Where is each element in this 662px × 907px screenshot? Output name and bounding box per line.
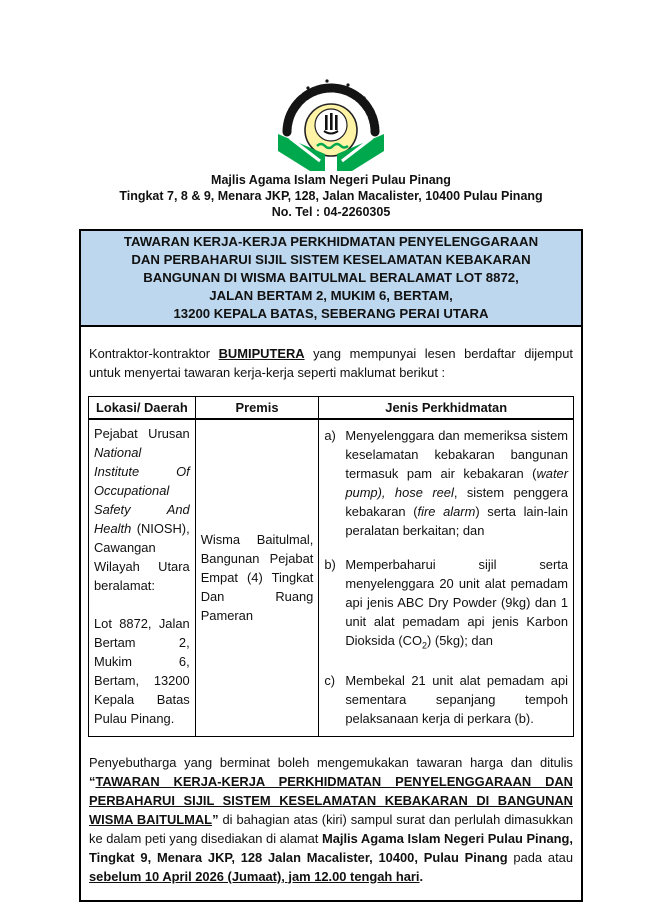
deadline: sebelum 10 April 2026 (Jumaat), jam 12.00 tengah hari <box>89 868 420 884</box>
location-office <box>94 424 190 595</box>
location-post: (NIOSH), Cawangan Wilayah Utara beralamat: <box>94 521 190 593</box>
title-line: TAWARAN KERJA-KERJA PERKHIDMATAN PENYELENGGARAAN <box>123 234 539 249</box>
intro-paragraph <box>89 344 573 382</box>
title-line: JALAN BERTAM 2, MUKIM 6, BERTAM, <box>209 288 453 303</box>
tender-title-box <box>79 229 583 327</box>
service-a-italic1: water pump), hose reel <box>345 466 568 500</box>
closing-text-3: pada atau <box>507 849 573 865</box>
location-cell <box>89 419 196 736</box>
org-address: Tingkat 7, 8 & 9, Menara JKP, 128, Jalan Macalister, 10400 Pulau Pinang <box>119 189 543 203</box>
content-box <box>79 327 583 902</box>
location-address: Lot 8872, Jalan Bertam 2, Mukim 6, Bertam, 13200 Kepala Batas Pulau Pinang. <box>94 616 190 726</box>
closing-text-1: Penyebutharga yang berminat boleh mengemukakan tawaran harga dan ditulis <box>89 754 573 770</box>
service-item-b <box>324 555 568 656</box>
service-item-a <box>324 426 568 540</box>
envelope-subject: TAWARAN KERJA-KERJA PERKHIDMATAN PENYELENGGARAAN DAN PERBAHARUI SIJIL SISTEM KESELAMATAN KEBAKARAN DI BANGUNAN WISMA BAITULMAL <box>89 773 573 827</box>
niosh-name-italic: National Institute Of Occupational Safety And Health <box>94 445 190 536</box>
item-marker: a) <box>324 428 336 443</box>
premis-cell <box>195 419 319 736</box>
service-c-text <box>345 671 568 728</box>
org-telephone: No. Tel : 04-2260305 <box>271 205 391 219</box>
service-b-text <box>345 555 568 656</box>
premis-description: Wisma Baitulmal, Bangunan Pejabat Empat (4) Tingkat Dan Ruang Pameran <box>200 532 314 624</box>
header-premis: Premis <box>195 397 319 420</box>
service-c-seg1: Membekal 21 unit alat pemadam api sementara sepanjang tempoh pelaksanaan kerja di perkara (b). <box>345 672 568 726</box>
letterhead <box>79 172 583 220</box>
co2-subscript: 2 <box>422 640 428 651</box>
service-item-c <box>324 671 568 728</box>
header-lokasi: Lokasi/ Daerah <box>89 397 196 420</box>
majlis-agama-islam-emblem-icon <box>270 74 392 172</box>
service-b-seg1: Memperbaharui sijil serta menyelenggara 20 unit alat pemadam api jenis ABC Dry Powder (9kg) dan 1 unit alat pemadam api jenis Karbon Dioksida (CO <box>345 557 568 648</box>
logo-container <box>79 0 583 168</box>
table-body-row <box>89 419 574 736</box>
quote-close: ” <box>212 811 219 827</box>
item-marker: c) <box>324 672 336 688</box>
tender-details-table <box>88 396 574 737</box>
tender-notice-document <box>79 0 583 902</box>
closing-paragraph <box>88 753 574 886</box>
title-line: DAN PERBAHARUI SIJIL SISTEM KESELAMATAN KEBAKARAN <box>131 252 531 267</box>
title-line: BANGUNAN DI WISMA BAITULMAL BERALAMAT LOT 8872, <box>143 270 519 285</box>
location-pre: Pejabat Urusan <box>94 426 190 441</box>
submission-address: Majlis Agama Islam Negeri Pulau Pinang, Tingkat 9, Menara JKP, 128 Jalan Macalister, 10400, Pulau Pinang <box>89 830 574 865</box>
table-header-row <box>89 397 574 420</box>
intro-text-2: yang mempunyai lesen berdaftar dijemput untuk menyertai tawaran kerja-kerja seperti maklumat berikut : <box>89 346 573 380</box>
header-jenis-perkhidmatan: Jenis Perkhidmatan <box>319 397 574 420</box>
service-a-seg2: , sistem penggera kebakaran ( <box>345 485 568 519</box>
item-marker: b) <box>324 557 336 572</box>
org-name: Majlis Agama Islam Negeri Pulau Pinang <box>211 173 451 187</box>
service-a-text <box>345 426 568 540</box>
quote-open: “ <box>89 773 96 789</box>
bumiputera-highlight: BUMIPUTERA <box>218 346 305 361</box>
service-a-seg1: Menyelenggara dan memeriksa sistem keselamatan kebakaran bangunan termasuk pam air kebakaran ( <box>345 428 568 481</box>
intro-text-1: Kontraktor-kontraktor <box>89 346 219 361</box>
service-a-seg3: ) serta lain-lain peralatan berkaitan; dan <box>345 504 568 538</box>
service-a-italic2: fire alarm <box>417 504 476 519</box>
service-b-seg2: ) (5kg); dan <box>427 633 493 648</box>
title-line: 13200 KEPALA BATAS, SEBERANG PERAI UTARA <box>173 306 489 321</box>
spacer <box>94 595 190 614</box>
closing-period: . <box>419 868 424 884</box>
services-cell <box>319 419 574 736</box>
closing-text-2: di bahagian atas (kiri) sampul surat dan perlulah dimasukkan ke dalam peti yang disediakan di alamat <box>89 811 573 846</box>
